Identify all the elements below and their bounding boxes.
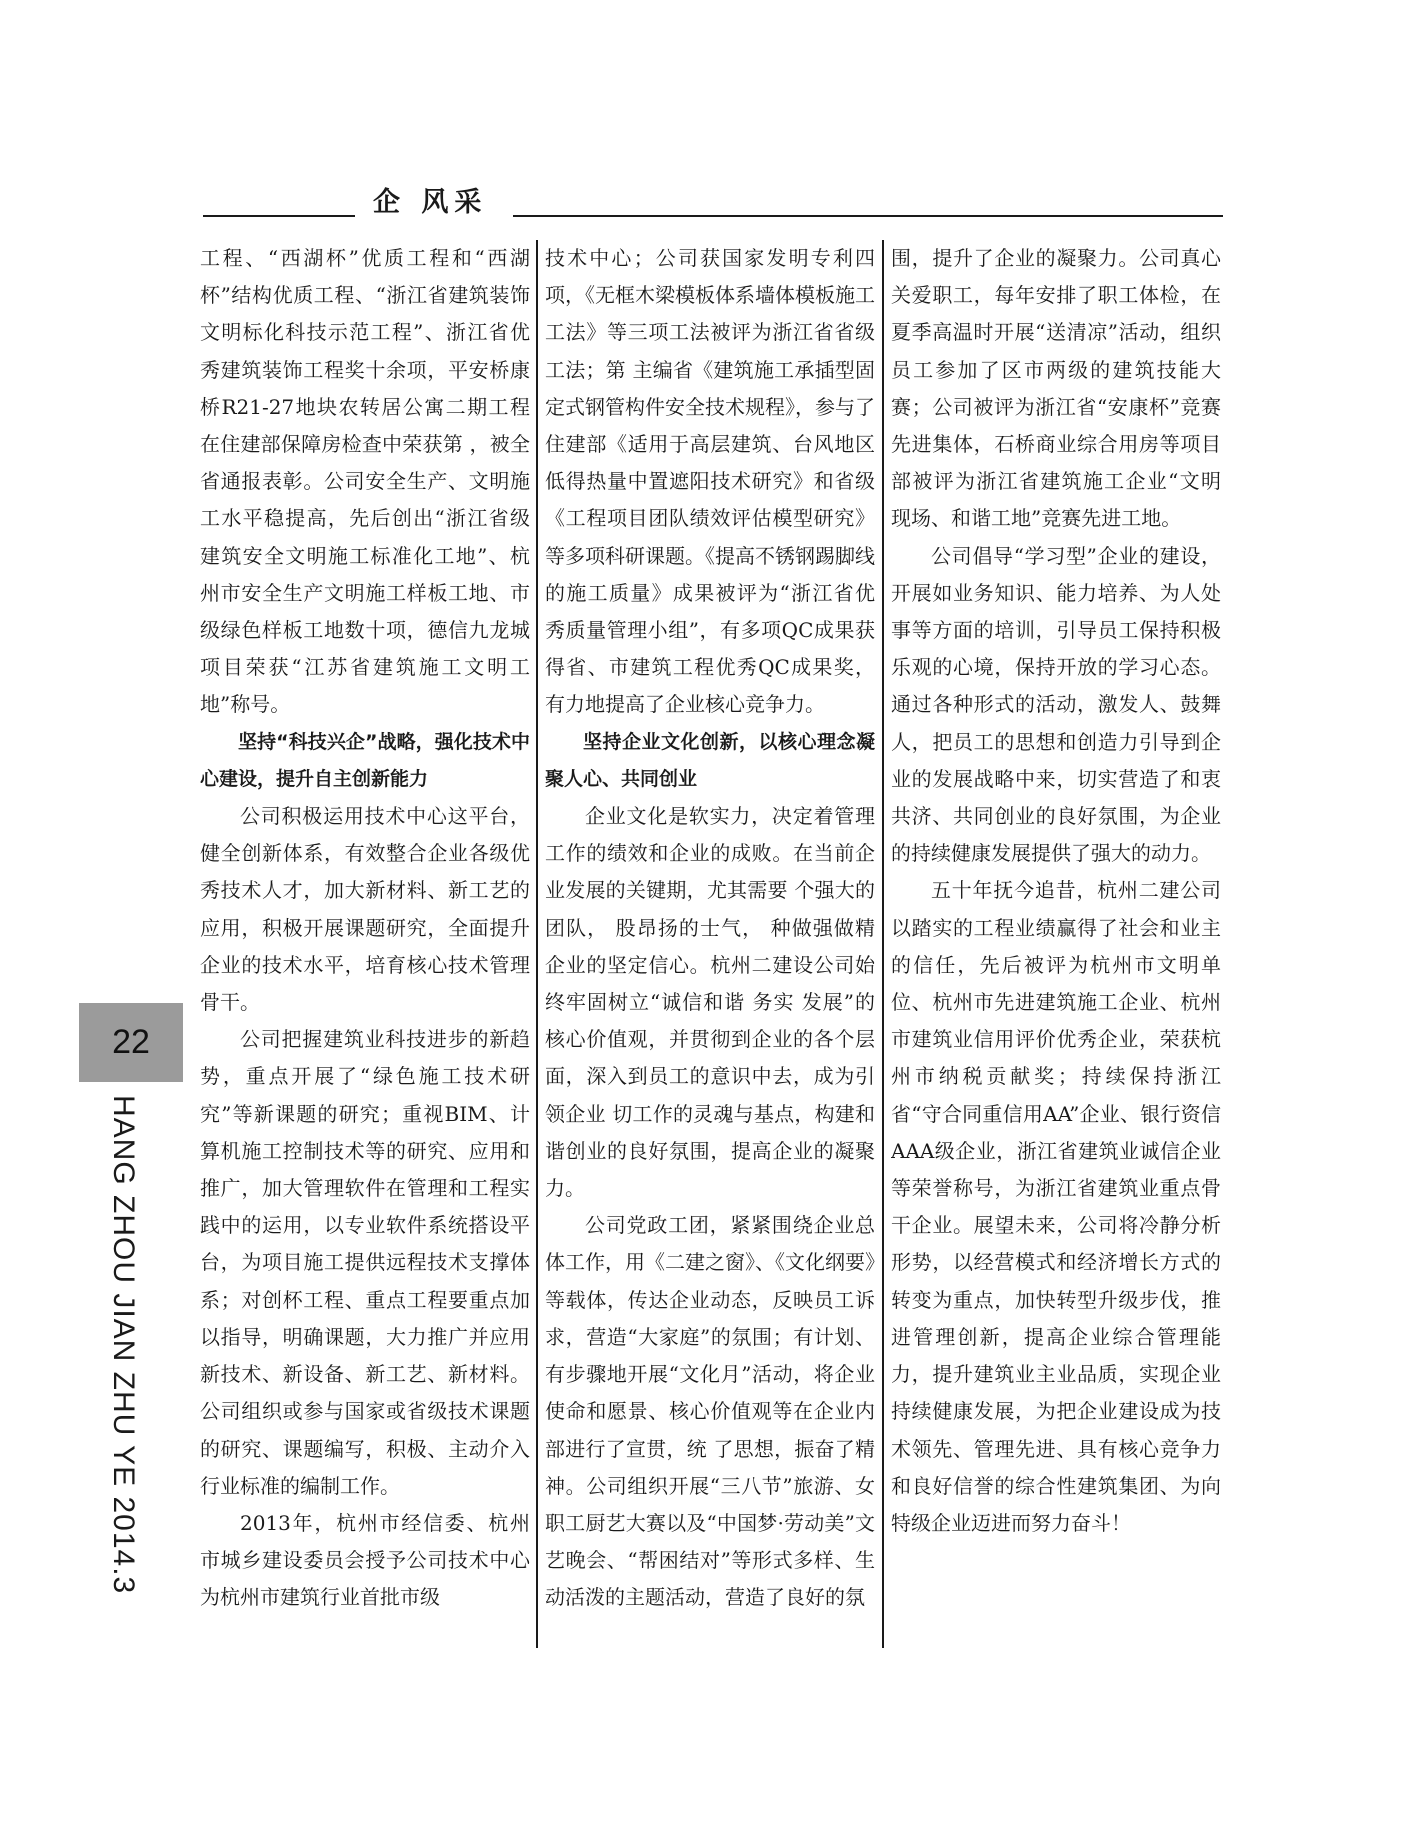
- header-rule-left: [203, 215, 355, 217]
- section-subheading: 坚持“科技兴企”战略，强化技术中心建设，提升自主创新能力: [200, 730, 530, 790]
- paragraph: 2013年，杭州市经信委、杭州市城乡建设委员会授予公司技术中心为杭州市建筑行业首批市级: [200, 1510, 530, 1610]
- paragraph: 公司党政工团，紧紧围绕企业总体工作，用《二建之窗》、《文化纲要》等载体，传达企业动态，反映员工诉求，营造“大家庭”的氛围；有计划、有步骤地开展“文化月”活动，将企业使命和愿景、核心价值观等在企业内部进行了宣贯，统 了思想，振奋了精神。公司组织开展“三八节”旅游、女职工厨艺大赛以及“中国梦·劳动美”文艺晚会、“帮困结对”等形式多样、生动活泼的主题活动，营造了良好的氛: [545, 1213, 875, 1610]
- section-title: 企 风采: [373, 187, 488, 218]
- paragraph: 公司积极运用技术中心这平台，健全创新体系，有效整合企业各级优秀技术人才，加大新材料、新工艺的应用，积极开展课题研究，全面提升企业的技术水平，培育核心技术管理骨干。: [200, 804, 530, 1015]
- paragraph: 五十年抚今追昔，杭州二建公司以踏实的工程业绩赢得了社会和业主的信任，先后被评为杭州市文明单位、杭州市先进建筑施工企业、杭州市建筑业信用评价优秀企业，荣获杭州市纳税贡献奖；持续保持浙江省“守合同重信用AA”企业、银行资信AAA级企业，浙江省建筑业诚信企业等荣誉称号，为浙江省建筑业重点骨干企业。展望未来，公司将冷静分析形势，以经营模式和经济增长方式的转变为重点，加快转型升级步伐，推进管理创新，提高企业综合管理能力，提升建筑业主业品质，实现企业持续健康发展，为把企业建设成为技术领先、管理先进、具有核心竞争力和良好信誉的综合性建筑集团、为向特级企业迈进而努力奋斗！: [891, 878, 1221, 1535]
- article-column-3: [891, 240, 1221, 1640]
- article-column-1: [200, 240, 530, 1640]
- page-number: 22: [112, 1023, 150, 1061]
- paragraph: 围，提升了企业的凝聚力。公司真心关爱职工，每年安排了职工体检，在夏季高温时开展“送清凉”活动，组织员工参加了区市两级的建筑技能大赛；公司被评为浙江省“安康杯”竞赛先进集体，石桥商业综合用房等项目部被评为浙江省建筑施工企业“文明现场、和谐工地”竞赛先进工地。: [891, 246, 1221, 531]
- paragraph: 工程、“西湖杯”优质工程和“西湖杯”结构优质工程、“浙江省建筑装饰文明标化科技示范工程”、浙江省优秀建筑装饰工程奖十余项，平安桥康桥R21-27地块农转居公寓二期工程在住建部保障房检查中荣获第 ，被全省通报表彰。公司安全生产、文明施工水平稳提高，先后创出“浙江省级建筑安全文明施工标准化工地”、杭州市安全生产文明施工样板工地、市级绿色样板工地数十项，德信九龙城项目荣获“江苏省建筑施工文明工地”称号。: [200, 246, 530, 717]
- paragraph: 企业文化是软实力，决定着管理工作的绩效和企业的成败。在当前企业发展的关键期，尤其需要 个强大的团队， 股昂扬的士气， 种做强做精企业的坚定信心。杭州二建设公司始终牢固树立“诚信和谐 务实 发展”的核心价值观，并贯彻到企业的各个层面，深入到员工的意识中去，成为引领企业 切工作的灵魂与基点，构建和谐创业的良好氛围，提高企业的凝聚力。: [545, 804, 875, 1201]
- header-rule-right: [513, 215, 1223, 217]
- paragraph: 公司把握建筑业科技进步的新趋势，重点开展了“绿色施工技术研究”等新课题的研究；重视BIM、计算机施工控制技术等的研究、应用和推广，加大管理软件在管理和工程实践中的运用，以专业软件系统搭设平台，为项目施工提供远程技术支撑体系；对创杯工程、重点工程要重点加以指导，明确课题，大力推广并应用新技术、新设备、新工艺、新材料。公司组织或参与国家或省级技术课题的研究、课题编写，积极、主动介入行业标准的编制工作。: [200, 1027, 530, 1498]
- column-divider-1: [536, 240, 538, 1648]
- section-subheading: 坚持企业文化创新，以核心理念凝聚人心、共同创业: [545, 730, 875, 790]
- article-column-2: [545, 240, 875, 1640]
- section-header: [203, 180, 1223, 224]
- paragraph: 公司倡导“学习型”企业的建设，开展如业务知识、能力培养、为人处事等方面的培训，引导员工保持积极乐观的心境，保持开放的学习心态。通过各种形式的活动，激发人、鼓舞人，把员工的思想和创造力引导到企业的发展战略中来，切实营造了和衷共济、共同创业的良好氛围，为企业的持续健康发展提供了强大的动力。: [891, 543, 1221, 866]
- magazine-title-vertical: HANG ZHOU JIAN ZHU YE 2014.3: [107, 1095, 140, 1595]
- column-divider-2: [882, 240, 884, 1648]
- paragraph: 技术中心；公司获国家发明专利四项，《无框木梁模板体系墙体模板施工工法》等三项工法被评为浙江省省级工法；第 主编省《建筑施工承插型固定式钢管构件安全技术规程》，参与了住建部《适用于高层建筑、台风地区低得热量中置遮阳技术研究》和省级《工程项目团队绩效评估模型研究》等多项科研课题。《提高不锈钢踢脚线的施工质量》成果被评为“浙江省优秀质量管理小组”，有多项QC成果获得省、市建筑工程优秀QC成果奖，有力地提高了企业核心竞争力。: [545, 246, 875, 717]
